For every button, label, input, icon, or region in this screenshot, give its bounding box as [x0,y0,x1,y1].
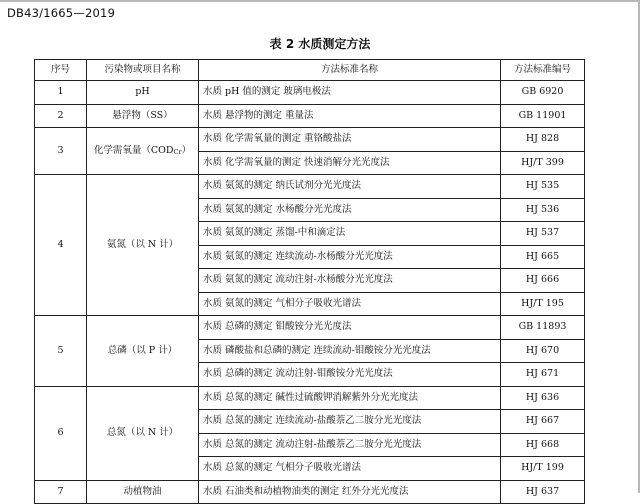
method-name: 水质 氨氮的测定 流动注射-水杨酸分光光度法 [199,269,501,293]
table-row [35,386,585,410]
method-code: HJ 828 [501,128,585,152]
table-row [35,104,585,128]
method-name: 水质 悬浮物的测定 重量法 [199,104,501,128]
table-row [35,81,585,105]
row-number: 4 [35,175,87,316]
row-number: 5 [35,316,87,387]
method-code: HJ 665 [501,245,585,269]
method-name: 水质 氨氮的测定 水杨酸分光光度法 [199,198,501,222]
method-name: 水质 化学需氧量的测定 快速消解分光光度法 [199,151,501,175]
pollutant-name: pH [87,81,199,105]
row-number: 7 [35,480,87,504]
table-title: 表 2 水质测定方法 [269,37,371,51]
method-code: HJ 670 [501,339,585,363]
method-name: 水质 氨氮的测定 蒸馏-中和滴定法 [199,222,501,246]
table-row [35,480,585,504]
pollutant-name: 总磷（以 P 计） [87,316,199,387]
method-code: HJ 668 [501,433,585,457]
pollutant-name: 悬浮物（SS） [87,104,199,128]
method-code: GB 11901 [501,104,585,128]
pollutant-name-subscript: Cr [173,147,182,156]
method-code: HJ 636 [501,386,585,410]
table-body [35,81,585,504]
method-name: 水质 化学需氧量的测定 重铬酸盐法 [199,128,501,152]
column-header-method-name: 方法标准名称 [199,60,501,81]
row-number: 1 [35,81,87,105]
method-name: 水质 氨氮的测定 气相分子吸收光谱法 [199,292,501,316]
method-name: 水质 pH 值的测定 玻璃电极法 [199,81,501,105]
pollutant-name-main: 化学需氧量（COD [93,144,174,156]
row-number: 6 [35,386,87,480]
method-name: 水质 总氮的测定 气相分子吸收光谱法 [199,457,501,481]
water-test-methods-table [34,59,585,504]
method-code: HJ 671 [501,363,585,387]
method-name: 水质 总磷的测定 流动注射-钼酸铵分光光度法 [199,363,501,387]
pollutant-name: 总氮（以 N 计） [87,386,199,480]
table-header-row [35,60,585,81]
method-code: HJ/T 399 [501,151,585,175]
method-code: GB 11893 [501,316,585,340]
method-code: HJ 637 [501,480,585,504]
method-code: HJ/T 199 [501,457,585,481]
method-code: HJ 537 [501,222,585,246]
method-code: HJ/T 195 [501,292,585,316]
column-header-method-code: 方法标准编号 [501,60,585,81]
method-name: 水质 总氮的测定 连续流动-盐酸萘乙二胺分光光度法 [199,410,501,434]
table-row [35,128,585,152]
pollutant-name [87,128,199,175]
method-code: GB 6920 [501,81,585,105]
method-code: HJ 667 [501,410,585,434]
pollutant-name: 动植物油 [87,480,199,504]
column-header-pollutant: 污染物或项目名称 [87,60,199,81]
method-name: 水质 总氮的测定 流动注射-盐酸萘乙二胺分光光度法 [199,433,501,457]
pollutant-name: 氨氮（以 N 计） [87,175,199,316]
method-name: 水质 氨氮的测定 纳氏试剂分光光度法 [199,175,501,199]
method-code: HJ 666 [501,269,585,293]
method-name: 水质 磷酸盐和总磷的测定 连续流动-钼酸铵分光光度法 [199,339,501,363]
method-name: 水质 氨氮的测定 连续流动-水杨酸分光光度法 [199,245,501,269]
document-code: DB43/1665—2019 [7,6,116,20]
method-name: 水质 总磷的测定 钼酸铵分光光度法 [199,316,501,340]
table-row [35,316,585,340]
table-row [35,175,585,199]
method-code: HJ 535 [501,175,585,199]
row-number: 2 [35,104,87,128]
row-number: 3 [35,128,87,175]
pollutant-name-tail: ） [181,144,192,156]
method-name: 水质 总氮的测定 碱性过硫酸钾消解紫外分光光度法 [199,386,501,410]
column-header-no: 序号 [35,60,87,81]
method-code: HJ 536 [501,198,585,222]
method-name: 水质 石油类和动植物油类的测定 红外分光光度法 [199,480,501,504]
